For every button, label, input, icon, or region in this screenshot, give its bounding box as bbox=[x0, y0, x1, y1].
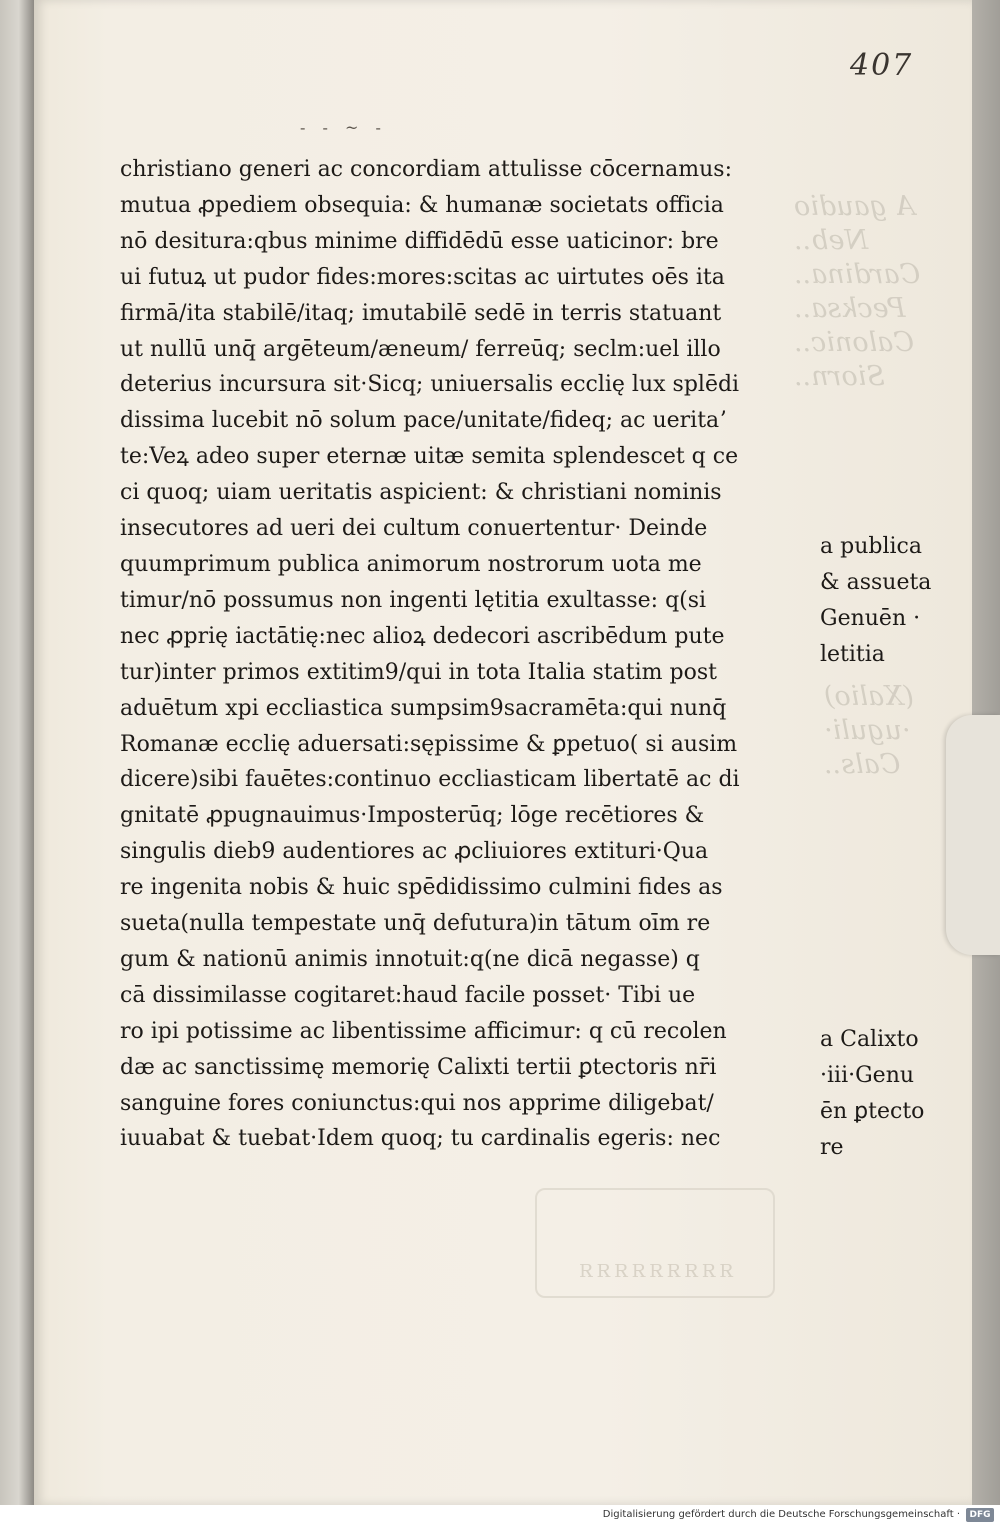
margin-note-calixto bbox=[820, 1022, 924, 1166]
show-through-text-lower bbox=[824, 680, 964, 782]
text-line: singulis dieb9 audentiores ac ꝓcliuiores extituri·Qua bbox=[120, 839, 709, 865]
ghost-line: Siorn.. bbox=[794, 361, 885, 392]
ghost-line: (Xalio) bbox=[824, 681, 914, 712]
ghost-line: Pecksa.. bbox=[794, 293, 906, 324]
text-line: te:Veꝝ adeo super eternæ uitæ semita splendescet q ce bbox=[120, 444, 739, 470]
text-line: mutua ꝓpediem obsequia: & humanæ societats officia bbox=[120, 192, 724, 218]
ghost-line: ·uguli· bbox=[824, 715, 911, 746]
show-through-text-upper bbox=[794, 190, 964, 394]
margin-line: a publica bbox=[820, 534, 922, 559]
text-line: timur/nō possumus non ingenti lętitia exultasse: q(si bbox=[120, 587, 707, 613]
margin-line: letitia bbox=[820, 641, 885, 667]
text-line: dissima lucebit nō solum pace/unitate/fideq; ac ueritaʼ bbox=[120, 408, 727, 434]
margin-note-publica bbox=[820, 529, 931, 673]
footer-credit: Digitalisierung gefördert durch die Deutsche Forschungsgemeinschaft · bbox=[602, 1509, 960, 1520]
ghost-line: Cals.. bbox=[824, 749, 901, 780]
text-line: sueta(nulla tempestate unq̄ defutura)in tātum oīm re bbox=[120, 911, 711, 937]
text-line: sanguine fores coniunctus:qui nos apprime diligebat/ bbox=[120, 1090, 714, 1116]
text-line: dæ ac sanctissimę memorię Calixti tertii ꝑtectoris nr̄i bbox=[120, 1054, 717, 1080]
stamp-text: ЯЯЯЯЯЯЯЯЯ bbox=[576, 1261, 734, 1282]
text-line: Romanæ ecclię aduersati:sępissime & ꝑpetuo( si ausim bbox=[120, 731, 738, 757]
margin-line: Genuēn · bbox=[820, 605, 921, 631]
dfg-logo-icon: DFG bbox=[966, 1508, 994, 1522]
text-line: ut nullū unq̄ argēteum/æneum/ ferreūq; seclm:uel illo bbox=[120, 336, 721, 362]
margin-line: a Calixto bbox=[820, 1027, 919, 1052]
footer-bar bbox=[0, 1505, 1000, 1527]
text-line: christiano generi ac concordiam attulisse cōcernamus: bbox=[120, 157, 732, 182]
text-line: gnitatē ꝓpugnauimus·Imposterūq; lōge recētiores & bbox=[120, 803, 705, 829]
text-line: quumprimum publica animorum nostrorum uota me bbox=[120, 551, 702, 577]
margin-line: ·iii·Genu bbox=[820, 1062, 915, 1088]
text-line: ro ipi potissime ac libentissime afficimur: q cū recolen bbox=[120, 1018, 727, 1044]
text-line: re ingenita nobis & huic spēdidissimo culmini fides as bbox=[120, 875, 723, 901]
margin-line: ēn ꝑtecto bbox=[820, 1098, 925, 1124]
library-stamp-show-through bbox=[535, 1188, 775, 1298]
text-line: firmā/ita stabilē/itaq; imutabilē sedē in terris statuant bbox=[120, 300, 722, 326]
text-line: tur)inter primos extitim9/qui in tota Italia statim post bbox=[120, 659, 717, 685]
text-line: dicere)sibi fauētes:continuo eccliasticam libertatē ac di bbox=[120, 767, 740, 793]
text-line: nec ꝓprię iactātię:nec alioꝝ dedecori ascribēdum pute bbox=[120, 623, 725, 649]
ghost-line: A gaudio bbox=[794, 191, 916, 222]
paper-slip-tab bbox=[946, 715, 1000, 955]
text-line: ci quoq; uiam ueritatis aspicient: & christiani nominis bbox=[120, 480, 722, 506]
ghost-line: Calonic.. bbox=[794, 327, 914, 358]
text-line: deterius incursura sit·Sicq; uniuersalis ecclię lux splēdi bbox=[120, 372, 740, 398]
text-line: gum & nationū animis innotuit:q(ne dicā negasse) q bbox=[120, 946, 700, 972]
text-line: insecutores ad ueri dei cultum conuertentur· Deinde bbox=[120, 516, 708, 542]
text-line: nō desitura:qbus minime diffidēdū esse uaticinor: bre bbox=[120, 228, 719, 254]
ghost-line: Cardina.. bbox=[794, 259, 921, 290]
text-line: cā dissimilasse cogitaret:haud facile posset· Tibi ue bbox=[120, 982, 696, 1008]
binding-board bbox=[0, 0, 34, 1505]
text-line: aduētum xpi eccliastica sumpsim9sacramēta:qui nunq̄ bbox=[120, 695, 727, 721]
ghost-line: Neb.. bbox=[794, 225, 869, 256]
margin-line: & assueta bbox=[820, 569, 932, 595]
margin-line: re bbox=[820, 1134, 844, 1160]
folio-number: 407 bbox=[850, 48, 914, 83]
text-line: ui futuꝝ ut pudor fides:mores:scitas ac uirtutes oēs ita bbox=[120, 264, 725, 290]
printer-marks: - - ~ - bbox=[300, 118, 387, 137]
main-text-block bbox=[120, 152, 810, 1157]
text-line: iuuabat & tuebat·Idem quoq; tu cardinalis egeris: nec bbox=[120, 1126, 721, 1152]
